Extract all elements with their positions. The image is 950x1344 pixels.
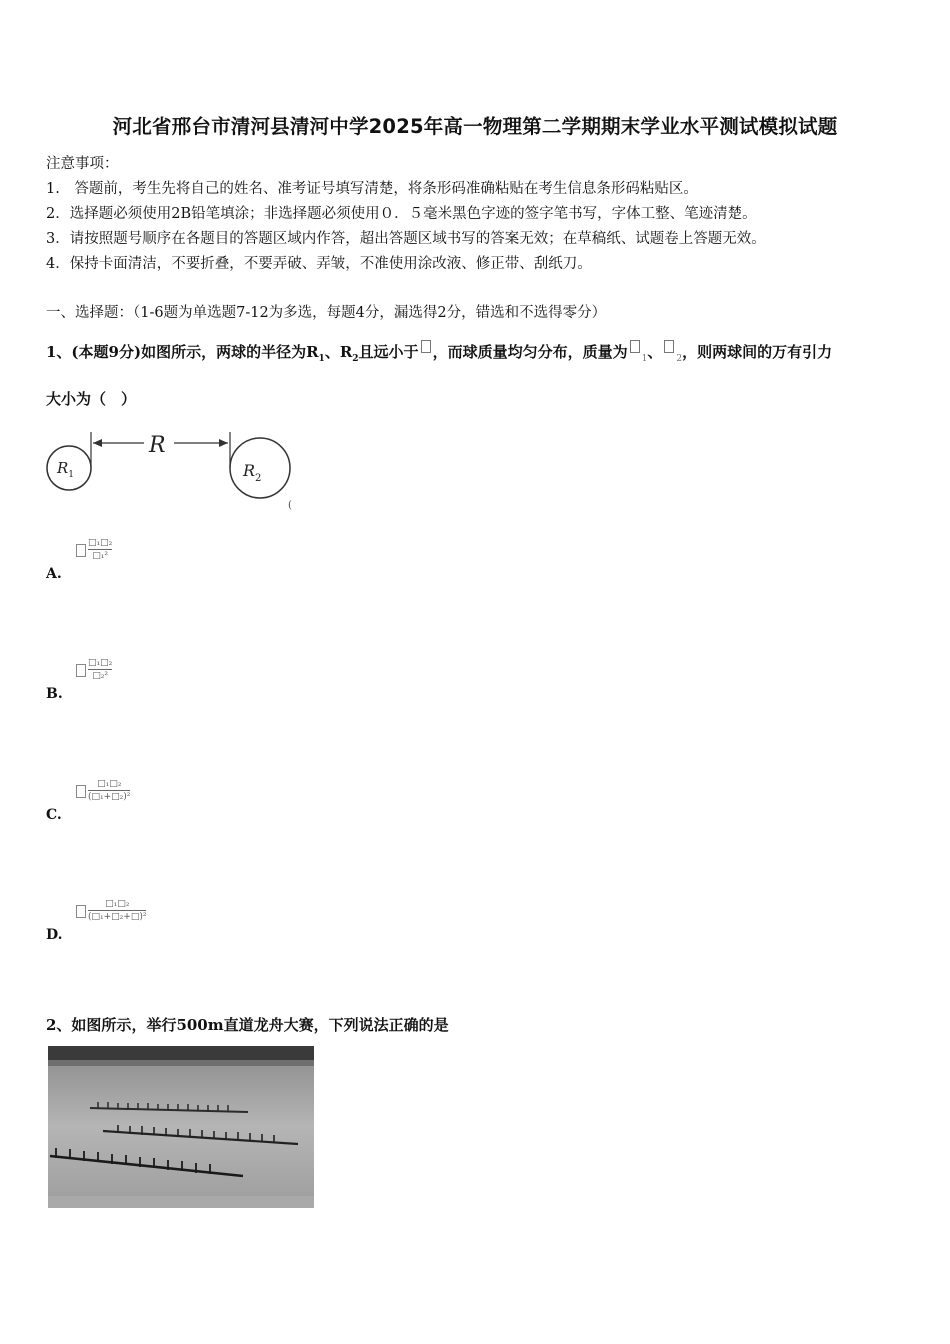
placeholder-symbol-icon bbox=[76, 905, 86, 918]
question-1-text: 1、(本题9分)如图所示，两球的半径为$R_1$、$R_2$且远小于 ，而球质量均匀分布，质量为 $_1$、 $_2$，则两球间的万有引力 bbox=[46, 340, 832, 364]
page-title: 河北省邢台市清河县清河中学2025年高一物理第二学期期末学业水平测试模拟试题 bbox=[112, 115, 838, 138]
placeholder-symbol-icon bbox=[76, 544, 86, 557]
note-item-3: 3．请按照题号顺序在各题目的答题区域内作答，超出答题区域书写的答案无效；在草稿纸、试题卷上答题无效。 bbox=[46, 231, 766, 247]
arrow-right-head bbox=[219, 439, 228, 447]
question-1-line2: 大小为（ ） bbox=[46, 390, 137, 408]
placeholder-symbol-icon bbox=[664, 340, 674, 353]
placeholder-symbol-icon bbox=[76, 664, 86, 677]
question-2-text: 2、如图所示，举行500m直道龙舟大赛，下列说法正确的是 bbox=[46, 1016, 449, 1034]
spheres-diagram bbox=[44, 428, 296, 510]
option-c-label[interactable]: C. bbox=[46, 807, 62, 823]
note-item-4: 4．保持卡面清洁，不要折叠，不要弄破、弄皱，不准使用涂改液、修正带、刮纸刀。 bbox=[46, 256, 592, 272]
notes-heading: 注意事项： bbox=[46, 156, 119, 172]
option-b-label[interactable]: B. bbox=[46, 686, 63, 702]
distance-label: R bbox=[149, 433, 166, 458]
sphere-2 bbox=[230, 438, 290, 498]
figure-mark: ( bbox=[288, 500, 292, 510]
shore-trees bbox=[48, 1046, 314, 1060]
r2-label: $R_2$ bbox=[243, 461, 262, 484]
arrow-left-head bbox=[93, 439, 102, 447]
placeholder-symbol-icon bbox=[630, 340, 640, 353]
dragon-boat-photo bbox=[48, 1046, 314, 1208]
placeholder-symbol-icon bbox=[76, 785, 86, 798]
option-d-label[interactable]: D. bbox=[46, 927, 63, 943]
note-item-2: 2．选择题必须使用2B铅笔填涂；非选择题必须使用０．５毫米黑色字迹的签字笔书写，字体工整、笔迹清楚。 bbox=[46, 206, 757, 222]
r1-label: $R_1$ bbox=[57, 459, 75, 480]
placeholder-symbol-icon bbox=[421, 340, 431, 353]
section-heading: 一、选择题：（1-6题为单选题7-12为多选，每题4分，漏选得2分，错选和不选得零分） bbox=[46, 305, 607, 321]
sphere-1 bbox=[47, 446, 91, 490]
note-item-1: 1. 答题前，考生先将自己的姓名、准考证号填写清楚，将条形码准确粘贴在考生信息条形码粘贴区。 bbox=[46, 181, 698, 197]
option-a-label[interactable]: A. bbox=[46, 566, 62, 582]
